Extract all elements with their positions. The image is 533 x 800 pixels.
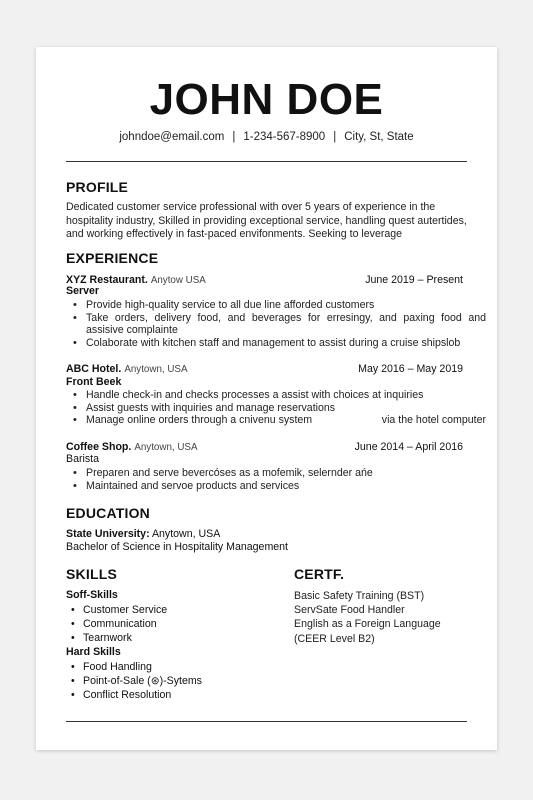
job-role: Barista (66, 453, 99, 465)
soft-skills-list (66, 603, 276, 645)
job-bullet: • Assist guests with inquiries and manage reservations (86, 402, 486, 415)
skill-item: • Conflict Resolution (83, 688, 276, 702)
job-bullet-text: Manage online orders through a cnivenu system (86, 414, 313, 426)
certifications-list (294, 589, 474, 646)
profile-text: Dedicated customer service professional with over 5 years of experience in the hospitality industry, Skilled in providing exceptional service, handling quest autertides, and working effectively in fast-paced envifonments. Seeking to leverage (66, 201, 467, 240)
job-bullets (66, 467, 486, 492)
job-company: Coffee Shop. (66, 441, 132, 453)
hard-skills-title: Hard Skills (66, 646, 121, 658)
skill-item: • Customer Service (83, 603, 276, 617)
education-school-line (66, 528, 220, 541)
job-header (66, 441, 463, 454)
contact-phone: 1-234-567-8900 (243, 131, 326, 143)
job-bullet: • Take orders, delivery food, and beverages for erresingy, and paxing food and assisive complainte (86, 312, 486, 337)
education-degree: Bachelor of Science in Hospitality Management (66, 541, 288, 553)
job-location: Anytown, USA (134, 442, 198, 453)
job-header (66, 363, 463, 376)
job-bullet: • Provide high-quality service to all due line afforded customers (86, 299, 486, 312)
job-dates: June 2014 – April 2016 (354, 441, 463, 453)
job-bullet-text: via the hotel computer (381, 414, 486, 426)
skill-item: • Communication (83, 617, 276, 631)
certification-item: ServSate Food Handler (294, 604, 405, 617)
profile-title: PROFILE (66, 179, 129, 195)
certification-item: English as a Foreign Language (294, 618, 441, 631)
experience-title: EXPERIENCE (66, 250, 159, 266)
job-location: Anytow USA (150, 275, 206, 286)
certifications-column (294, 566, 474, 646)
skill-item: • Tearnwork (83, 631, 276, 645)
job-bullet (86, 414, 486, 427)
contact-email: johndoe@email.com (119, 131, 225, 143)
job-location: Anytown, USA (124, 364, 188, 375)
job-company: ABC Hotel. (66, 363, 122, 375)
job-role: Server (66, 285, 99, 297)
certification-item: Basic Safety Training (BST) (294, 590, 425, 602)
footer-divider (66, 721, 467, 722)
job-bullet: • Handle check-in and checks processes a assist with choices at inquiries (86, 389, 486, 402)
job-bullets (66, 389, 486, 427)
job-bullet: • Maintained and servoe products and services (86, 480, 486, 493)
job-role: Front Beek (66, 376, 122, 388)
job-header (66, 274, 463, 287)
soft-skills-title: Soff-Skills (66, 589, 118, 601)
header-divider (66, 161, 467, 162)
education-location: Anytown, USA (151, 528, 221, 540)
contact-location: City, St, State (344, 131, 414, 143)
job-bullet: • Colaborate with kitchen staff and management to assist during a cruise shipslob (86, 337, 486, 350)
skills-title: SKILLS (66, 566, 117, 582)
job-dates: June 2019 – Present (365, 274, 463, 286)
contact-separator: | (232, 131, 236, 143)
education-school: State University: (66, 528, 150, 540)
contact-separator: | (333, 131, 337, 143)
hard-skills-list (66, 660, 276, 702)
certifications-title: CERTF. (294, 566, 345, 582)
job-bullet: • Preparen and serve bevercóses as a mofemik, selernder ańe (86, 467, 486, 480)
job-company: XYZ Restaurant. (66, 274, 148, 286)
certification-item: (CEER Level B2) (294, 632, 375, 645)
resume-page (36, 47, 497, 750)
skills-column (66, 566, 276, 702)
skill-item: • Food Handling (83, 660, 276, 674)
job-dates: May 2016 – May 2019 (358, 363, 463, 375)
contact-line (66, 131, 467, 143)
skill-item: • Point-of-Sale (⊛)-Sytems (83, 674, 276, 688)
education-title: EDUCATION (66, 505, 150, 521)
resume-name: JOHN DOE (149, 75, 384, 124)
job-bullets (66, 299, 486, 349)
